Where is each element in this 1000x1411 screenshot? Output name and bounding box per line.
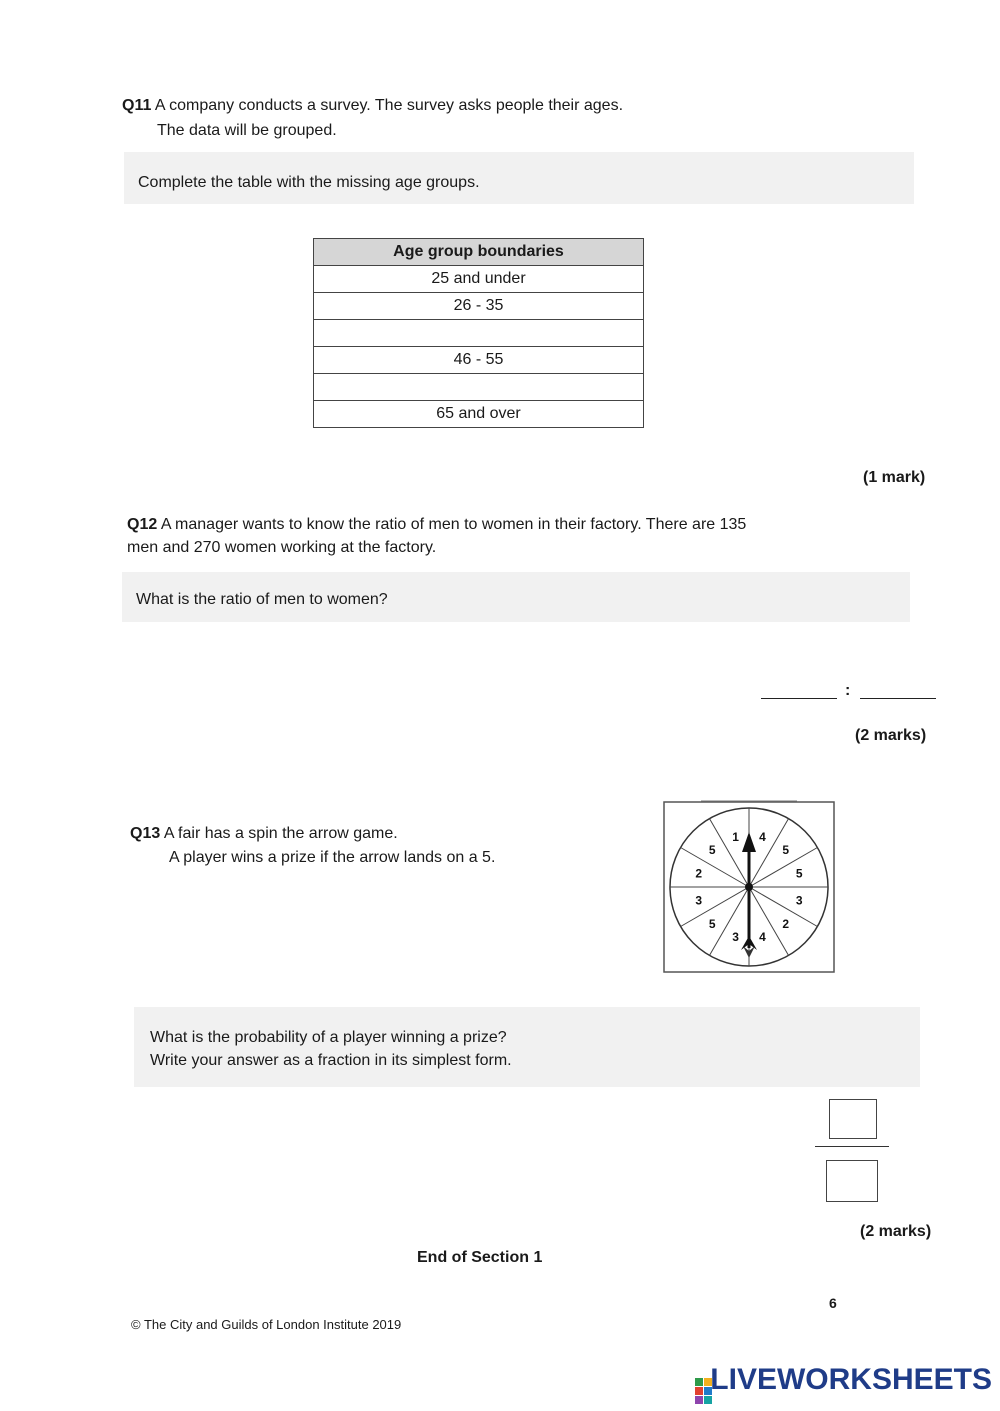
spinner-number: 5 — [782, 843, 790, 858]
spinner-number: 5 — [708, 916, 716, 931]
spinner-number: 4 — [759, 829, 766, 844]
fraction-denominator-input[interactable] — [826, 1160, 878, 1202]
q13-question1: What is the probability of a player winning a prize? — [150, 1029, 507, 1046]
copyright: © The City and Guilds of London Institute 2019 — [131, 1317, 402, 1332]
q11-line2: The data will be grouped. — [157, 122, 337, 139]
q13-label: Q13 — [130, 825, 161, 842]
end-of-section: End of Section 1 — [417, 1249, 543, 1266]
table-row: 65 and over — [314, 401, 644, 428]
fraction-bar — [815, 1146, 889, 1147]
q12-label: Q12 — [127, 516, 158, 533]
table-row: 26 - 35 — [314, 293, 644, 320]
spinner-number: 4 — [759, 930, 766, 945]
spinner-number: 3 — [695, 893, 703, 908]
q13-question2: Write your answer as a fraction in its simplest form. — [150, 1052, 512, 1069]
spinner-number: 5 — [708, 843, 716, 858]
fraction-numerator-input[interactable] — [829, 1099, 877, 1139]
q12-marks: (2 marks) — [855, 727, 927, 744]
table-row: 25 and under — [314, 266, 644, 293]
age-group-table — [313, 238, 644, 428]
table-row: 46 - 55 — [314, 347, 644, 374]
q11-label: Q11 — [122, 97, 152, 114]
q12-question: What is the ratio of men to women? — [136, 591, 388, 608]
spinner-number: 2 — [782, 916, 790, 931]
table-header: Age group boundaries — [314, 239, 644, 266]
spinner-number: 2 — [695, 866, 703, 881]
spinner-number: 3 — [795, 893, 803, 908]
ratio-women-input[interactable] — [860, 698, 936, 699]
q12-line1: Q12 A manager wants to know the ratio of men to women in their factory. There are 135 — [127, 516, 747, 533]
spinner-number: 5 — [795, 866, 803, 881]
q13-line1: Q13 A fair has a spin the arrow game. — [130, 825, 398, 842]
q11-instruction: Complete the table with the missing age groups. — [138, 174, 480, 191]
table-row-blank-input[interactable] — [314, 374, 644, 401]
page-number: 6 — [829, 1295, 837, 1311]
spinner-number: 1 — [732, 829, 739, 844]
ratio-separator: : — [845, 682, 851, 699]
ratio-men-input[interactable] — [761, 698, 837, 699]
q11-line1: Q11 A company conducts a survey. The survey asks people their ages. — [122, 97, 624, 114]
table-row-blank-input[interactable] — [314, 320, 644, 347]
spinner-diagram — [663, 798, 835, 974]
q12-line2: men and 270 women working at the factory. — [127, 539, 437, 556]
q13-marks: (2 marks) — [860, 1223, 932, 1240]
spinner-number: 3 — [732, 930, 739, 945]
q13-line2: A player wins a prize if the arrow lands on a 5. — [169, 849, 496, 866]
liveworksheets-brand[interactable]: LIVEWORKSHEETS — [710, 1363, 992, 1396]
q11-marks: (1 mark) — [863, 469, 926, 486]
